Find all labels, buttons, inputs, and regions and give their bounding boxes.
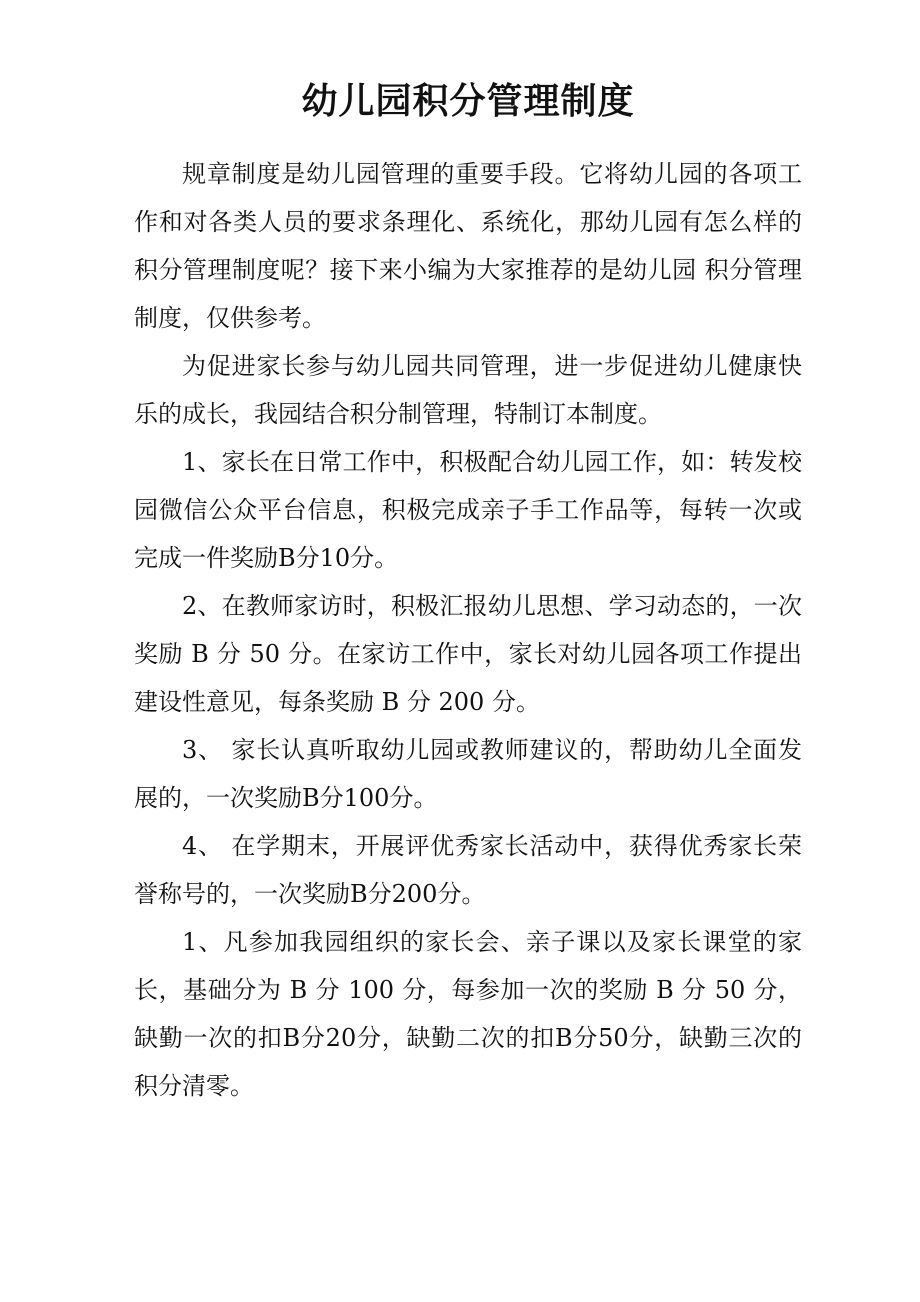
- paragraph-rule-4: 4、 在学期末，开展评优秀家长活动中，获得优秀家长荣誉称号的，一次奖励B分200分。: [134, 832, 802, 908]
- paragraph-purpose: 为促进家长参与幼儿园共同管理，进一步促进幼儿健康快乐的成长，我园结合积分制管理，特制订本制度。: [134, 352, 802, 428]
- paragraph-intro: 规章制度是幼儿园管理的重要手段。它将幼儿园的各项工作和对各类人员的要求条理化、系统化，那幼儿园有怎么样的积分管理制度呢？接下来小编为大家推荐的是幼儿园 积分管理制度，仅供参考。: [134, 160, 802, 332]
- paragraph-rule-1: 1、家长在日常工作中，积极配合幼儿园工作，如：转发校园微信公众平台信息，积极完成亲子手工作品等，每转一次或完成一件奖励B分10分。: [134, 448, 802, 572]
- paragraph-rule-3: 3、 家长认真听取幼儿园或教师建议的，帮助幼儿全面发展的，一次奖励B分100分。: [134, 736, 802, 812]
- paragraph-attendance-rule: 1、凡参加我园组织的家长会、亲子课以及家长课堂的家长，基础分为 B 分 100 分，每参加一次的奖励 B 分 50 分， 缺勤一次的扣B分20分，缺勤二次的扣B分50分，缺勤三次的积分清零。: [134, 928, 802, 1100]
- document-title: 幼儿园积分管理制度: [301, 81, 635, 122]
- paragraph-rule-2: 2、在教师家访时，积极汇报幼儿思想、学习动态的，一次奖励 B 分 50 分。在家访工作中，家长对幼儿园各项工作提出建设性意见，每条奖励 B 分 200 分。: [134, 592, 802, 716]
